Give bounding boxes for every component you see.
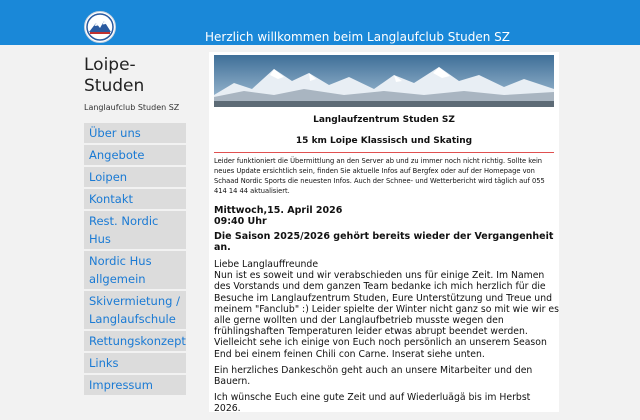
page-heading: Langlaufzentrum Studen SZ [313,115,455,125]
sidebar [84,55,186,397]
main-content [209,52,559,415]
greeting: Liebe Langlauffreunde [214,259,319,270]
season-message [214,259,559,420]
farewell-paragraph: Ich wünsche Euch eine gute Zeit und auf Wiederluägä bis im Herbst 2026. [214,392,531,415]
nav-item-links[interactable]: Links [84,353,186,375]
site-subtitle: Langlaufclub Studen SZ [84,103,180,112]
club-logo-icon[interactable] [84,11,116,43]
nav-item-impressum[interactable]: Impressum [84,375,186,397]
divider [214,152,554,153]
site-header [0,0,640,45]
nav-menu [84,123,186,397]
nav-item-angebote[interactable]: Angebote [84,145,186,167]
nav-item-skivermietung[interactable]: Skivermietung / Langlaufschule [84,291,186,331]
nav-item-ueber-uns[interactable]: Über uns [84,123,186,145]
welcome-text: Herzlich willkommen beim Langlaufclub Studen SZ [205,30,510,44]
update-time: 09:40 Uhr [214,216,267,227]
nav-item-rettungskonzept[interactable]: Rettungskonzept [84,331,186,353]
thanks-paragraph: Ein herzliches Dankeschön geht auch an unsere Mitarbeiter und den Bauern. [214,364,533,388]
update-timestamp [214,205,342,227]
mountain-banner-image [214,55,554,107]
update-date: Mittwoch,15. April 2026 [214,205,343,216]
site-title[interactable]: Loipe-Studen [84,55,145,96]
nav-item-loipen[interactable]: Loipen [84,167,186,189]
nav-item-rest-nordic-hus[interactable]: Rest. Nordic Hus [84,211,186,251]
nav-item-kontakt[interactable]: Kontakt [84,189,186,211]
message-paragraph: Nun ist es soweit und wir verabschieden uns für einige Zeit. Im Namen des Vorstands und dem ganzen Team bedanke ich mich herzlich für die Besuche im Langlaufzentrum Studen, Eure Unterstützung und Treue und meinem "Fanclub" :) Leider spielte der Winter nicht ganz so mit wie wir es alle gerne wollten und der Langlaufbetrieb musste wegen den frühlingshaften Temperaturen leider etwas abrupt beendet werden. Vielleicht sehe ich einige von Euch noch persönlich an unserem Season End bei einem feinen Chili con Carne. Inserat siehe unten. [214,270,559,360]
nav-item-nordic-hus-allgemein[interactable]: Nordic Hus allgemein [84,251,186,291]
season-heading: Die Saison 2025/2026 gehört bereits wieder der Vergangenheit an. [214,231,554,253]
page-subheading: 15 km Loipe Klassisch und Skating [295,136,473,146]
server-notice: Leider funktioniert die Übermittlung an den Server ab und zu immer noch nicht richtig. Sollte kein neues Update ersichtlich sein, finden Sie aktuelle Infos auf Bergfex oder auf der Homepage von Schaad Nordic Sports die neuesten Infos. Auch der Schnee- und Wetterbericht wird täglich auf 055 414 14 44 aktualisiert. [214,157,545,195]
